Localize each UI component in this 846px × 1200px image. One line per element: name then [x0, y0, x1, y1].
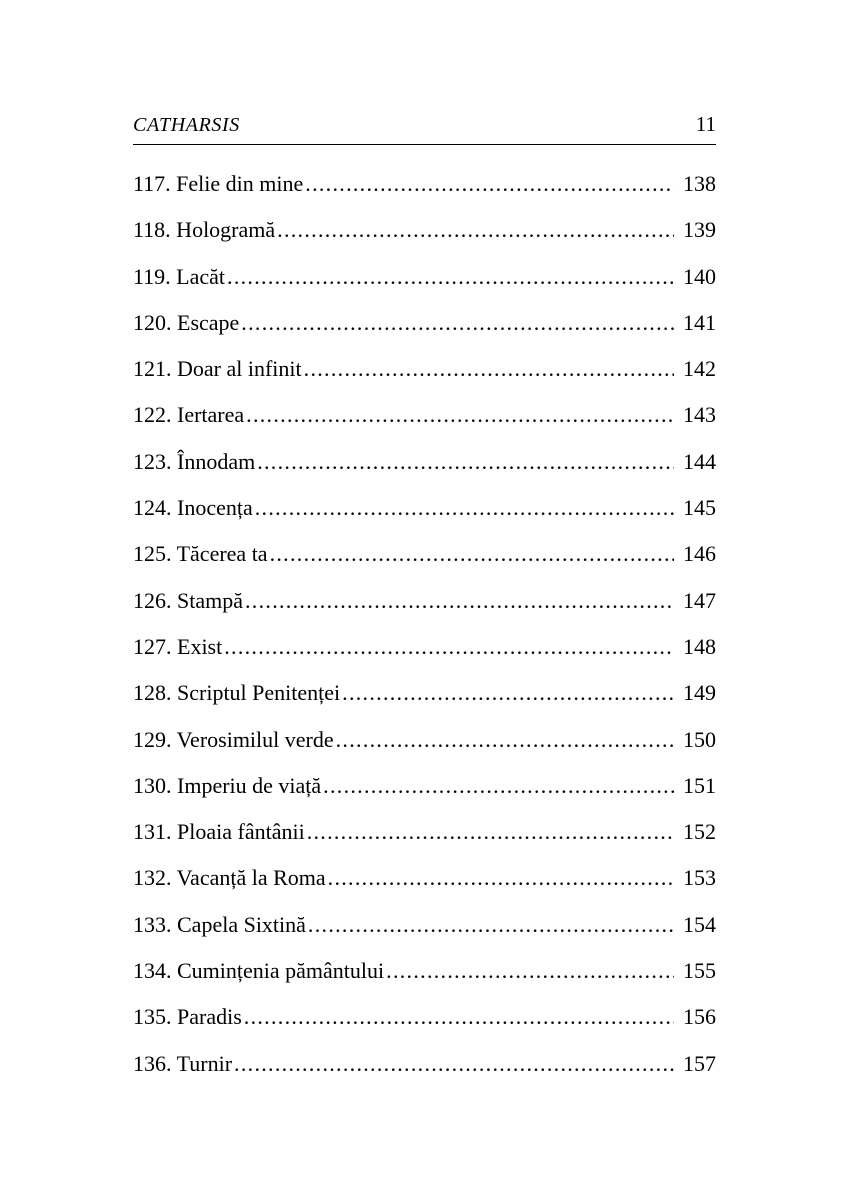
dot-leader [257, 439, 674, 485]
page-header [133, 112, 716, 144]
dot-leader [277, 207, 674, 253]
toc-entry-page: 157 [683, 1050, 716, 1076]
toc-entry-page: 138 [683, 171, 716, 196]
toc-entry [133, 1041, 716, 1087]
toc-entry-page: 150 [683, 726, 716, 752]
toc-entry-label: 132. Vacanță la Roma [133, 865, 326, 891]
toc-entry [133, 809, 716, 855]
dot-leader [270, 531, 674, 577]
page-number: 11 [695, 112, 716, 136]
toc-entry-label: 130. Imperiu de viață [133, 772, 322, 798]
dot-leader [336, 717, 674, 763]
toc-entry [133, 717, 716, 763]
toc-entry [133, 254, 716, 300]
dot-leader [255, 485, 674, 531]
toc-entry-page: 153 [683, 865, 716, 891]
dot-leader [234, 1041, 674, 1087]
dot-leader [224, 624, 674, 670]
dot-leader [305, 161, 674, 207]
toc-entry-page: 140 [683, 263, 716, 289]
toc-entry [133, 902, 716, 948]
toc-entry-page: 156 [683, 1004, 716, 1030]
toc-entry [133, 346, 716, 392]
dot-leader [328, 855, 674, 901]
toc-entry-label: 128. Scriptul Penitenței [133, 680, 341, 706]
dot-leader [323, 763, 674, 809]
header-divider [133, 144, 716, 145]
toc-entry-page: 149 [683, 680, 716, 706]
dot-leader [241, 300, 674, 346]
toc-entry-label: 122. Iertarea [133, 402, 245, 428]
toc-entry-page: 148 [683, 633, 716, 659]
toc-entry-label: 120. Escape [133, 309, 240, 335]
toc-entry [133, 670, 716, 716]
toc-entry-label: 123. Înnodam [133, 448, 256, 474]
toc-entry [133, 392, 716, 438]
dot-leader [244, 994, 674, 1040]
toc-entry-label: 135. Paradis [133, 1004, 242, 1030]
toc-entry [133, 855, 716, 901]
toc-entry [133, 578, 716, 624]
dot-leader [307, 809, 674, 855]
dot-leader [386, 948, 674, 994]
toc-entry-label: 117. Felie din mine [133, 171, 304, 196]
toc-entry-label: 127. Exist [133, 633, 223, 659]
toc-entry-page: 154 [683, 911, 716, 937]
toc-entry-label: 136. Turnir [133, 1050, 233, 1076]
toc-entry-page: 144 [683, 448, 716, 474]
toc-entry [133, 763, 716, 809]
toc-entry-label: 126. Stampă [133, 587, 243, 613]
dot-leader [304, 346, 674, 392]
running-head-title: CATHARSIS [133, 114, 240, 136]
toc-entry-label: 133. Capela Sixtină [133, 911, 306, 937]
toc-entry-label: 121. Doar al infinit [133, 356, 302, 382]
dot-leader [342, 670, 674, 716]
toc-entry-label: 118. Hologramă [133, 217, 276, 243]
toc-entry-page: 151 [683, 772, 716, 798]
toc-entry-page: 139 [683, 217, 716, 243]
toc-entry-page: 142 [683, 356, 716, 382]
toc-entry-page: 146 [683, 541, 716, 567]
dot-leader [308, 902, 674, 948]
toc-entry-page: 145 [683, 495, 716, 521]
toc-entry [133, 485, 716, 531]
toc-entry-page: 143 [683, 402, 716, 428]
toc-entry-label: 125. Tăcerea ta [133, 541, 268, 567]
toc-entry-label: 119. Lacăt [133, 263, 226, 289]
dot-leader [246, 392, 674, 438]
dot-leader [227, 254, 674, 300]
toc-entry-page: 152 [683, 819, 716, 845]
toc-entry [133, 300, 716, 346]
toc-entry [133, 624, 716, 670]
toc-entry [133, 948, 716, 994]
toc-entry-label: 129. Verosimilul verde [133, 726, 334, 752]
toc-list [133, 161, 716, 1087]
dot-leader [245, 578, 674, 624]
toc-entry [133, 439, 716, 485]
toc-entry-label: 134. Cumințenia pământului [133, 958, 385, 984]
toc-entry-page: 147 [683, 587, 716, 613]
toc-entry-page: 141 [683, 309, 716, 335]
toc-entry-label: 131. Ploaia fântânii [133, 819, 305, 845]
toc-entry-page: 155 [683, 958, 716, 984]
toc-entry [133, 994, 716, 1040]
toc-entry-label: 124. Inocența [133, 495, 253, 521]
toc-entry [133, 531, 716, 577]
toc-entry [133, 161, 716, 207]
toc-entry [133, 207, 716, 253]
